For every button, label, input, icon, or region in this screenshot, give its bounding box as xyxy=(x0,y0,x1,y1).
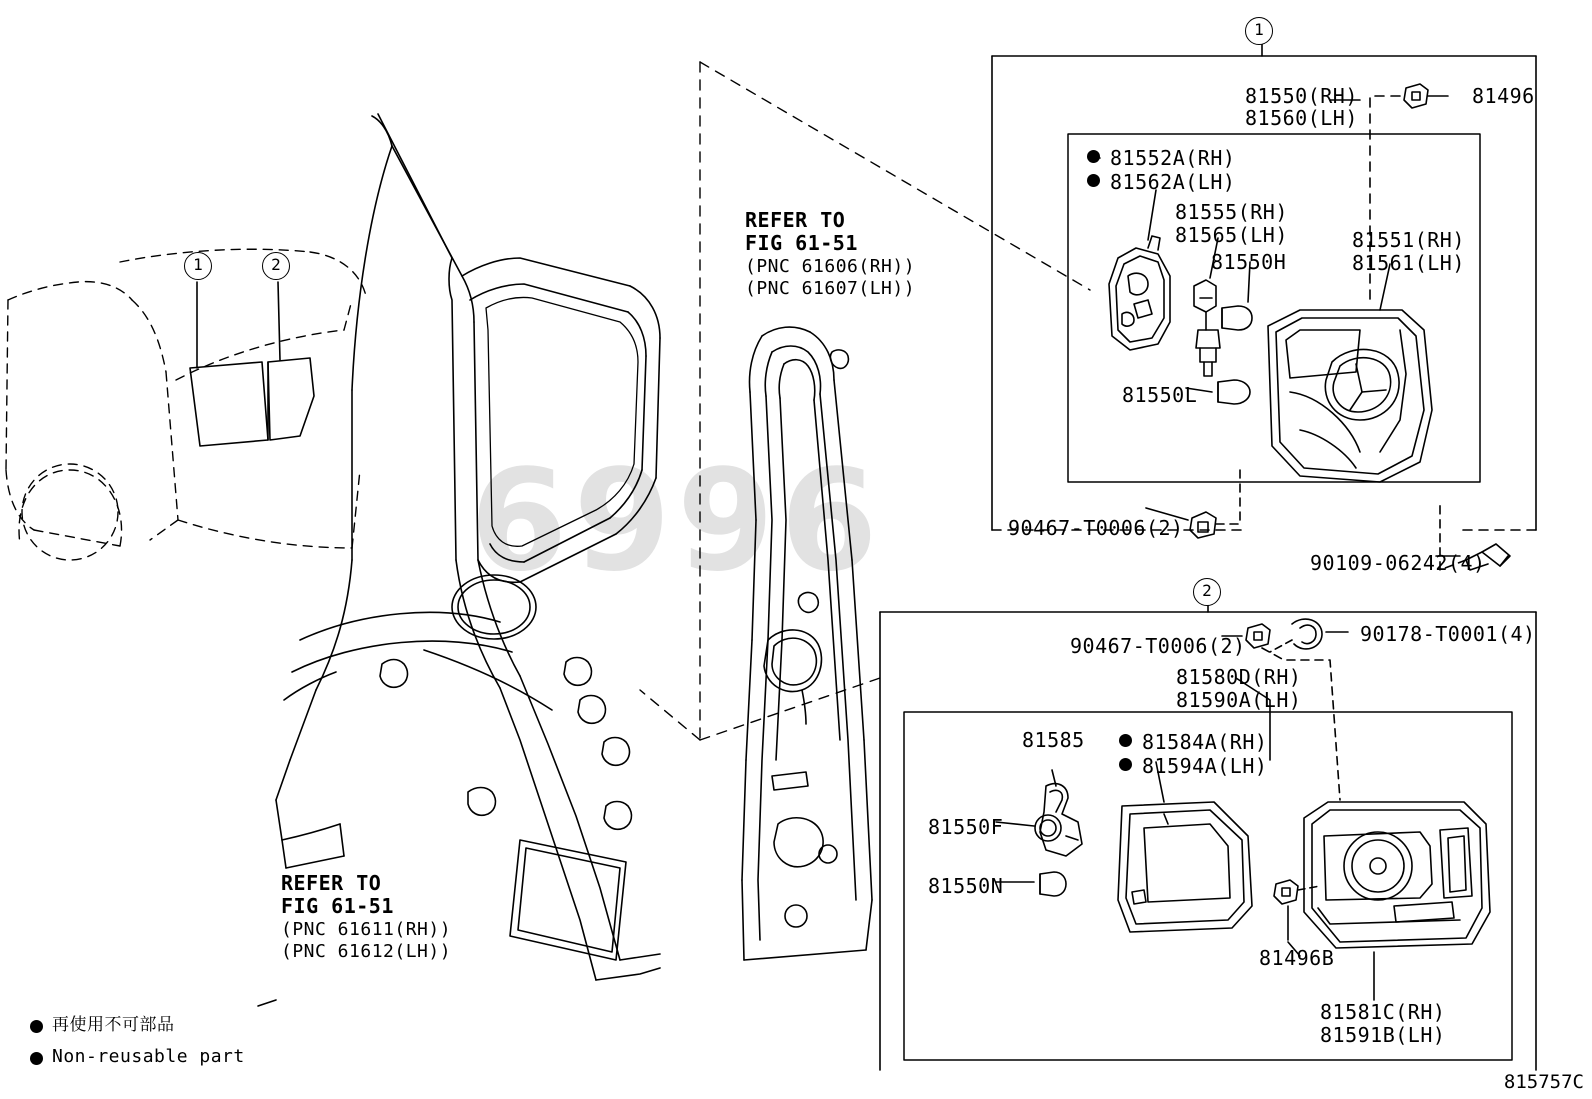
nonreusable-marker-81562a xyxy=(1087,174,1100,187)
legend-dot-jp xyxy=(30,1020,43,1033)
nonreusable-marker-81552a xyxy=(1087,150,1100,163)
part-81555-rh: 81555(RH) xyxy=(1175,200,1288,224)
part-90467-t0006-2b: 90467-T0006(2) xyxy=(1070,634,1246,658)
figure-code: 815757C xyxy=(1503,1071,1584,1093)
refer-center-line2: FIG 61-51 xyxy=(745,231,858,255)
callout-1[interactable]: 1 xyxy=(184,252,212,280)
part-81560-lh: 81560(LH) xyxy=(1245,106,1358,130)
part-81565-lh: 81565(LH) xyxy=(1175,223,1288,247)
refer-center-line4: (PNC 61607(LH)) xyxy=(745,278,916,299)
watermark: 6996 xyxy=(470,440,884,603)
part-81562a-lh: 81562A(LH) xyxy=(1110,170,1236,194)
part-81550f: 81550F xyxy=(928,815,1004,839)
legend-jp-text: 再使用不可部品 xyxy=(52,1015,175,1035)
part-81551-rh: 81551(RH) xyxy=(1352,228,1465,252)
refer-left-line3: (PNC 61611(RH)) xyxy=(281,919,452,940)
part-81580d-rh: 81580D(RH) xyxy=(1176,665,1302,689)
refer-left-line1: REFER TO xyxy=(281,871,382,895)
part-81584a-rh: 81584A(RH) xyxy=(1142,730,1268,754)
nonreusable-marker-81594a xyxy=(1119,758,1132,771)
part-81585: 81585 xyxy=(1022,728,1085,752)
callout-2[interactable]: 2 xyxy=(262,252,290,280)
part-81496: 81496 xyxy=(1472,84,1535,108)
part-81550l: 81550L xyxy=(1122,383,1198,407)
part-81561-lh: 81561(LH) xyxy=(1352,251,1465,275)
legend-en-text: Non-reusable part xyxy=(52,1046,245,1067)
part-90178-t0001-4: 90178-T0001(4) xyxy=(1360,622,1536,646)
part-81550-rh: 81550(RH) xyxy=(1245,84,1358,108)
part-81552a-rh: 81552A(RH) xyxy=(1110,146,1236,170)
callout-1-group[interactable]: 1 xyxy=(1245,17,1273,45)
callout-2-group[interactable]: 2 xyxy=(1193,578,1221,606)
refer-left-line2: FIG 61-51 xyxy=(281,894,394,918)
refer-left-line4: (PNC 61612(LH)) xyxy=(281,941,452,962)
nonreusable-marker-81584a xyxy=(1119,734,1132,747)
part-81591b-lh: 81591B(LH) xyxy=(1320,1023,1446,1047)
part-81550n: 81550N xyxy=(928,874,1004,898)
part-81496b: 81496B xyxy=(1259,946,1335,970)
part-81581c-rh: 81581C(RH) xyxy=(1320,1000,1446,1024)
part-90109-06242-4: 90109-06242(4) xyxy=(1310,551,1486,575)
legend-dot-en xyxy=(30,1052,43,1065)
refer-center-line3: (PNC 61606(RH)) xyxy=(745,256,916,277)
part-90467-t0006-2: 90467-T0006(2) xyxy=(1008,516,1184,540)
part-81594a-lh: 81594A(LH) xyxy=(1142,754,1268,778)
part-81550h: 81550H xyxy=(1211,250,1287,274)
refer-center-line1: REFER TO xyxy=(745,208,846,232)
part-81590a-lh: 81590A(LH) xyxy=(1176,688,1302,712)
